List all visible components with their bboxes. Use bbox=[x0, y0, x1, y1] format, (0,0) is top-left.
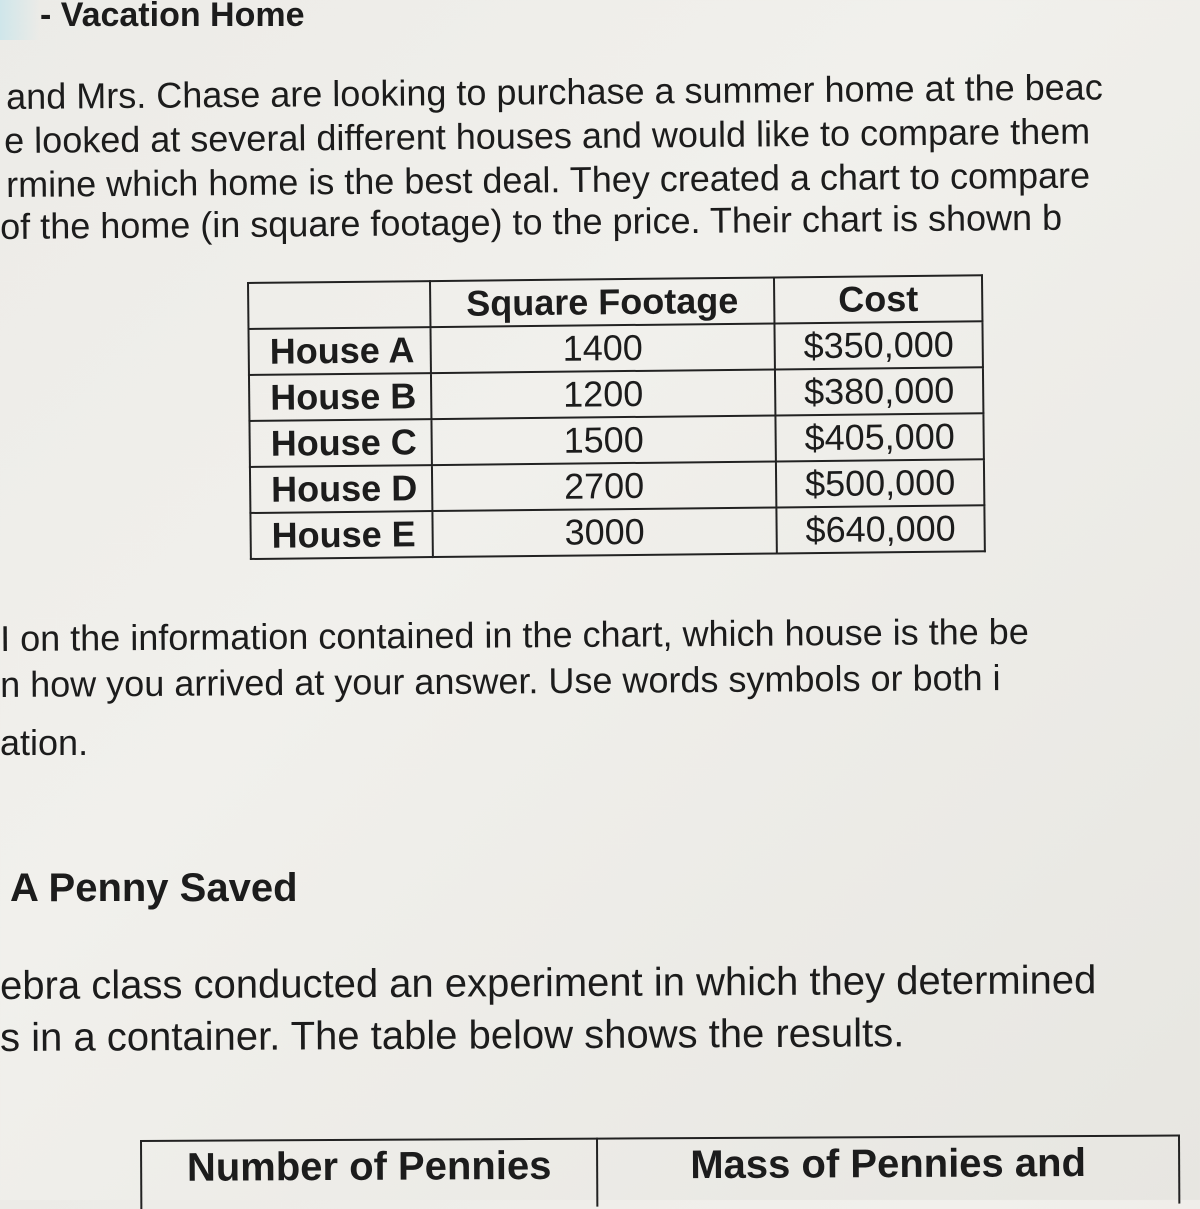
paragraph2-line-2: s in a container. The table below shows the results. bbox=[0, 1011, 905, 1060]
paragraph-line-2: e looked at several different houses and would like to compare them bbox=[4, 110, 1091, 161]
pennies-table bbox=[140, 1135, 1180, 1209]
house-cost: $350,000 bbox=[774, 321, 982, 369]
table-header-mass-of-pennies: Mass of Pennies and bbox=[597, 1136, 1179, 1207]
question-line-3: ation. bbox=[0, 722, 89, 763]
house-sqft: 1400 bbox=[430, 323, 774, 373]
house-cost: $380,000 bbox=[775, 367, 983, 415]
table-header-cost: Cost bbox=[774, 275, 982, 323]
house-sqft: 1200 bbox=[431, 369, 775, 419]
house-name: House D bbox=[250, 465, 432, 513]
table-row bbox=[250, 459, 984, 513]
question-line-1: I on the information contained in the chart, which house is the be bbox=[0, 610, 1029, 659]
house-cost: $500,000 bbox=[776, 459, 984, 507]
paragraph-line-4: of the home (in square footage) to the price. Their chart is shown b bbox=[0, 196, 1063, 247]
section-title-vacation-home: - Vacation Home bbox=[40, 0, 305, 34]
table-header-number-of-pennies: Number of Pennies bbox=[141, 1139, 597, 1209]
house-name: House B bbox=[249, 373, 431, 421]
paragraph2-line-1: ebra class conducted an experiment in which they determined bbox=[0, 958, 1097, 1008]
house-sqft: 3000 bbox=[432, 507, 776, 557]
section-title-a-penny-saved: A Penny Saved bbox=[10, 866, 298, 910]
table-row bbox=[250, 505, 984, 559]
table-row bbox=[249, 413, 983, 467]
pennies-table-header-row bbox=[141, 1136, 1179, 1209]
house-sqft: 1500 bbox=[431, 415, 775, 465]
page-edge-shadow bbox=[0, 0, 40, 40]
house-name: House E bbox=[250, 511, 432, 559]
house-name: House A bbox=[248, 327, 430, 375]
house-name: House C bbox=[249, 419, 431, 467]
table-header-blank bbox=[248, 281, 430, 329]
question-line-2: n how you arrived at your answer. Use words symbols or both i bbox=[0, 657, 1001, 705]
table-header-row bbox=[248, 275, 982, 329]
house-cost: $640,000 bbox=[776, 505, 984, 553]
house-cost: $405,000 bbox=[775, 413, 983, 461]
paragraph-line-3: rmine which home is the best deal. They created a chart to compare bbox=[6, 154, 1091, 205]
house-comparison-table bbox=[247, 274, 986, 560]
table-row bbox=[248, 321, 982, 375]
paragraph-line-1: and Mrs. Chase are looking to purchase a summer home at the beac bbox=[6, 66, 1103, 117]
house-sqft: 2700 bbox=[432, 461, 776, 511]
table-header-square-footage: Square Footage bbox=[430, 277, 774, 327]
table-row bbox=[249, 367, 983, 421]
